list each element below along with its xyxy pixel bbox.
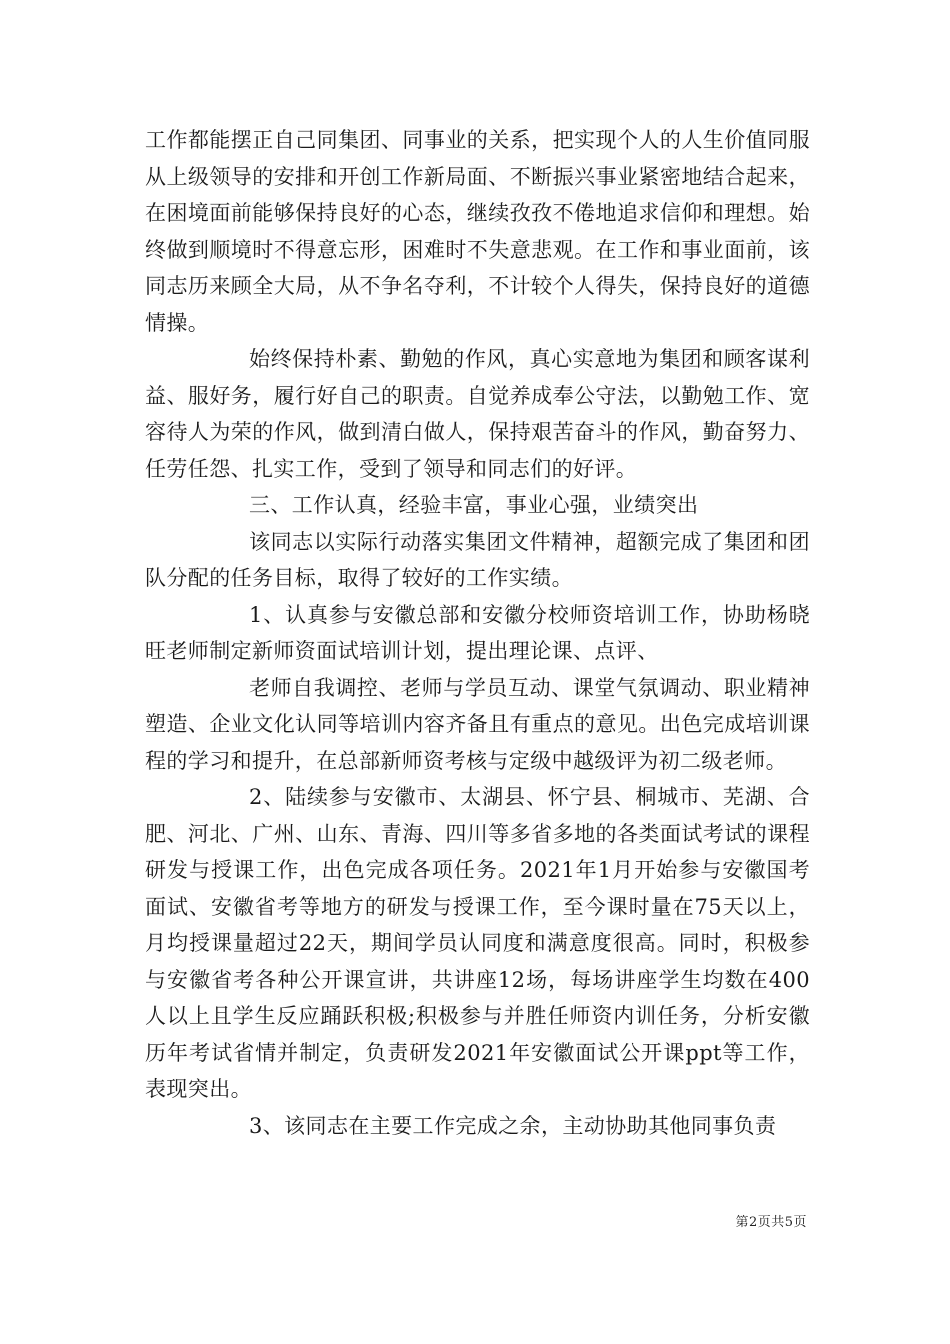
paragraph-2: 始终保持朴素、勤勉的作风，真心实意地为集团和顾客谋利益、服好务，履行好自己的职责。自觉养成奉公守法，以勤勉工作、宽容待人为荣的作风，做到清白做人，保持艰苦奋斗的作风，勤奋努力、任劳任怨、扎实工作，受到了领导和同志们的好评。 bbox=[145, 347, 810, 481]
section-heading-3: 三、工作认真，经验丰富，事业心强，业绩突出 bbox=[249, 493, 699, 517]
page-number-footer: 第2页共5页 bbox=[735, 1215, 807, 1230]
paragraph-4: 该同志以实际行动落实集团文件精神，超额完成了集团和团队分配的任务目标，取得了较好的工作实绩。 bbox=[145, 529, 810, 590]
list-item-2: 2、陆续参与安徽市、太湖县、怀宁县、桐城市、芜湖、合肥、河北、广州、山东、青海、四川等多省多地的各类面试考试的课程研发与授课工作，出色完成各项任务。2021年1月开始参与安徽国考面试、安徽省考等地方的研发与授课工作，至今课时量在75天以上，月均授课量超过22天，期间学员认同度和满意度很高。同时，积极参与安徽省考各种公开课宣讲，共讲座12场，每场讲座学生均数在400人以上且学生反应踊跃积极;积极参与并胜任师资内训任务，分析安徽历年考试省情并制定，负责研发2021年安徽面试公开课ppt等工作，表现突出。 bbox=[145, 785, 810, 1101]
document-body bbox=[145, 122, 810, 1144]
list-item-1: 1、认真参与安徽总部和安徽分校师资培训工作，协助杨晓旺老师制定新师资面试培训计划，提出理论课、点评、 bbox=[145, 602, 810, 663]
list-item-1-continued: 老师自我调控、老师与学员互动、课堂气氛调动、职业精神塑造、企业文化认同等培训内容齐备且有重点的意见。出色完成培训课程的学习和提升，在总部新师资考核与定级中越级评为初二级老师。 bbox=[145, 675, 810, 773]
list-item-3: 3、该同志在主要工作完成之余，主动协助其他同事负责 bbox=[249, 1113, 777, 1138]
paragraph-1: 工作都能摆正自己同集团、同事业的关系，把实现个人的人生价值同服从上级领导的安排和开创工作新局面、不断振兴事业紧密地结合起来，在困境面前能够保持良好的心态，继续孜孜不倦地追求信仰和理想。始终做到顺境时不得意忘形，困难时不失意悲观。在工作和事业面前，该同志历来顾全大局，从不争名夺利，不计较个人得失，保持良好的道德情操。 bbox=[145, 128, 810, 335]
